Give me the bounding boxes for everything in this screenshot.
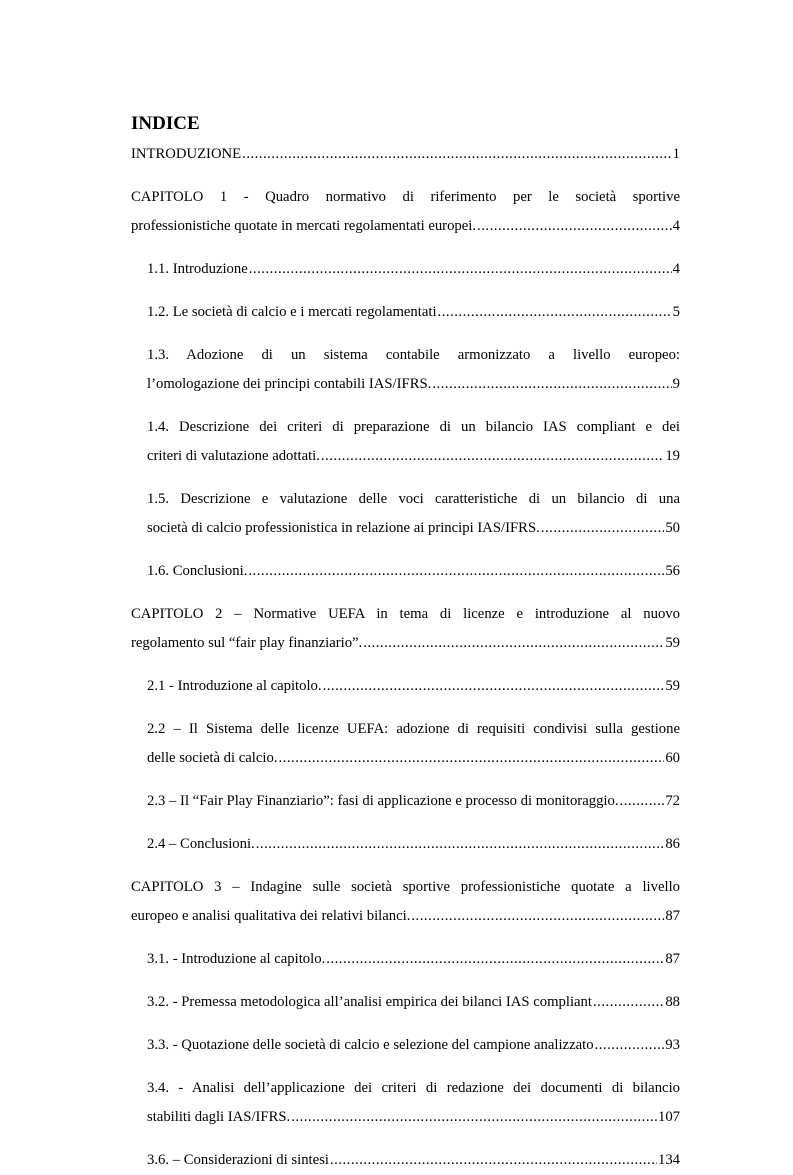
toc-section-entry[interactable] (147, 672, 680, 701)
toc-page-number: 56 (665, 563, 680, 579)
toc-entry-text-line: 1.4. Descrizione dei criteri di preparazione di un bilancio IAS compliant e dei (147, 419, 680, 435)
toc-section-entry[interactable] (147, 787, 680, 816)
toc-page-number: 93 (665, 1037, 680, 1053)
toc-entry-leader-line (147, 370, 680, 399)
toc-section-entry[interactable] (147, 945, 680, 974)
toc-entry-leader-line (147, 672, 680, 701)
toc-entry-leader-line (131, 140, 680, 169)
dot-leader (249, 255, 672, 284)
toc-section-entry[interactable] (147, 298, 680, 327)
toc-page-number: 59 (665, 678, 680, 694)
toc-page-number: 60 (665, 750, 680, 766)
toc-entry-leader-line (131, 629, 680, 658)
dot-leader (541, 514, 665, 543)
toc-page-number: 107 (657, 1109, 680, 1125)
toc-entry-text-line: CAPITOLO 2 – Normative UEFA in tema di licenze e introduzione al nuovo (131, 606, 680, 622)
toc-entry-text: delle società di calcio. (147, 750, 278, 766)
dot-leader (477, 212, 672, 241)
toc-entry-text: stabiliti dagli IAS/IFRS. (147, 1109, 291, 1125)
toc-chapter-entry[interactable] (131, 600, 680, 658)
toc-entry-text: 2.4 – Conclusioni. (147, 836, 255, 852)
toc-entry-text-line: 2.2 – Il Sistema delle licenze UEFA: adozione di requisiti condivisi sulla gestione (147, 721, 680, 737)
toc-entry-text: 3.3. - Quotazione delle società di calcio e selezione del campione analizzato (147, 1037, 594, 1053)
dot-leader (595, 1031, 665, 1060)
dot-leader (256, 830, 665, 859)
toc-section-entry[interactable] (147, 988, 680, 1017)
toc-chapter-entry[interactable] (131, 873, 680, 931)
toc-entry-text: professionistiche quotate in mercati regolamentati europei. (131, 218, 477, 234)
toc-entry-leader-line (147, 255, 680, 284)
toc-entry-text-line: 3.4. - Analisi dell’applicazione dei criteri di redazione dei documenti di bilancio (147, 1080, 680, 1096)
toc-title: INDICE (131, 113, 200, 134)
toc-entry-text: 1.2. Le società di calcio e i mercati regolamentati (147, 304, 437, 320)
toc-section-entry[interactable] (147, 1146, 680, 1175)
dot-leader (291, 1103, 657, 1132)
toc-entry-leader-line (131, 212, 680, 241)
toc-section-entry[interactable] (147, 255, 680, 284)
toc-entry-text: criteri di valutazione adottati. (147, 448, 320, 464)
toc-entry-leader-line (147, 988, 680, 1017)
toc-entry-text: 3.6. – Considerazioni di sintesi (147, 1152, 329, 1168)
toc-page-number: 4 (672, 218, 680, 234)
toc-entry-text: regolamento sul “fair play finanziario”. (131, 635, 363, 651)
dot-leader (438, 298, 672, 327)
toc-chapter-entry[interactable] (131, 183, 680, 241)
toc-entry-text-line: 1.5. Descrizione e valutazione delle voci caratteristiche di un bilancio di una (147, 491, 680, 507)
toc-entry-text: l’omologazione dei principi contabili IAS/IFRS. (147, 376, 432, 392)
toc-section-entry[interactable] (147, 557, 680, 586)
toc-entry-text: società di calcio professionistica in relazione ai principi IAS/IFRS. (147, 520, 540, 536)
dot-leader (620, 787, 665, 816)
toc-entry-leader-line (147, 945, 680, 974)
dot-leader (411, 902, 664, 931)
toc-entry-text: 2.1 - Introduzione al capitolo. (147, 678, 322, 694)
toc-entry-text: 3.2. - Premessa metodologica all’analisi empirica dei bilanci IAS compliant (147, 994, 592, 1010)
table-of-contents (131, 140, 680, 1175)
dot-leader (330, 1146, 657, 1175)
toc-entry-text: INTRODUZIONE (131, 146, 242, 162)
toc-entry-text: 1.6. Conclusioni. (147, 563, 248, 579)
toc-entry-leader-line (147, 298, 680, 327)
toc-entry-leader-line (147, 1103, 680, 1132)
dot-leader (326, 945, 664, 974)
dot-leader (593, 988, 664, 1017)
toc-entry-leader-line (147, 830, 680, 859)
dot-leader (242, 140, 672, 169)
toc-section-entry[interactable] (147, 413, 680, 471)
toc-page-number: 87 (665, 951, 680, 967)
toc-entry-leader-line (131, 902, 680, 931)
document-page (131, 112, 680, 1175)
toc-page-number: 4 (672, 261, 680, 277)
toc-section-entry[interactable] (147, 715, 680, 773)
dot-leader (363, 629, 664, 658)
toc-page-number: 72 (665, 793, 680, 809)
toc-section-entry[interactable] (147, 830, 680, 859)
toc-page-number: 1 (672, 146, 680, 162)
toc-page-number: 19 (665, 448, 680, 464)
dot-leader (432, 370, 671, 399)
toc-entry-leader-line (147, 442, 680, 471)
toc-entry-text: europeo e analisi qualitativa dei relativi bilanci. (131, 908, 411, 924)
toc-entry-text-line: CAPITOLO 1 - Quadro normativo di riferimento per le società sportive (131, 189, 680, 205)
toc-entry-leader-line (147, 744, 680, 773)
toc-entry-leader-line (147, 514, 680, 543)
toc-entry-text-line: CAPITOLO 3 – Indagine sulle società sportive professionistiche quotate a livello (131, 879, 680, 895)
toc-page-number: 59 (665, 635, 680, 651)
toc-entry-leader-line (147, 1146, 680, 1175)
toc-chapter-entry[interactable] (131, 140, 680, 169)
toc-section-entry[interactable] (147, 341, 680, 399)
toc-section-entry[interactable] (147, 1074, 680, 1132)
dot-leader (323, 672, 665, 701)
toc-section-entry[interactable] (147, 485, 680, 543)
toc-entry-text: 2.3 – Il “Fair Play Finanziario”: fasi di applicazione e processo di monitoraggio. (147, 793, 619, 809)
toc-entry-leader-line (147, 557, 680, 586)
toc-page-number: 88 (665, 994, 680, 1010)
toc-entry-text-line: 1.3. Adozione di un sistema contabile armonizzato a livello europeo: (147, 347, 680, 363)
toc-page-number: 9 (672, 376, 680, 392)
toc-page-number: 5 (672, 304, 680, 320)
toc-section-entry[interactable] (147, 1031, 680, 1060)
toc-page-number: 50 (665, 520, 680, 536)
dot-leader (279, 744, 665, 773)
dot-leader (248, 557, 664, 586)
toc-entry-text: 1.1. Introduzione (147, 261, 248, 277)
toc-entry-leader-line (147, 1031, 680, 1060)
toc-page-number: 87 (665, 908, 680, 924)
toc-page-number: 134 (657, 1152, 680, 1168)
toc-entry-text: 3.1. - Introduzione al capitolo. (147, 951, 326, 967)
dot-leader (321, 442, 664, 471)
toc-entry-leader-line (147, 787, 680, 816)
toc-page-number: 86 (665, 836, 680, 852)
